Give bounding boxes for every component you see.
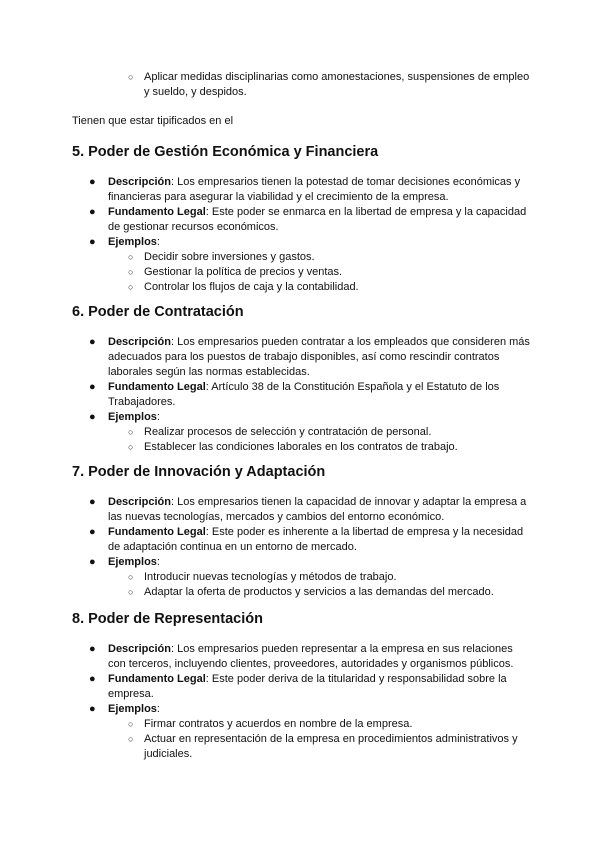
top-continuation bbox=[72, 70, 532, 100]
circle-bullet-icon: ○ bbox=[128, 719, 134, 729]
example-item: ○ Establecer las condiciones laborales en los contratos de trabajo. bbox=[128, 441, 458, 453]
example-item: ○ Realizar procesos de selección y contratación de personal. bbox=[128, 426, 432, 438]
section-heading: 6. Poder de Contratación bbox=[72, 304, 244, 320]
bullet-icon: ● bbox=[89, 496, 96, 508]
list-item-descripcion: ● Descripción: Los empresarios pueden representar a la empresa en sus relaciones con terceros, incluyendo clientes, proveedores, autoridades y organismos públicos. bbox=[89, 643, 514, 670]
section-6 bbox=[72, 303, 532, 455]
list-item-fundamento: ● Fundamento Legal: Este poder se enmarca en la libertad de empresa y la capacidad de gestionar recursos económicos. bbox=[89, 206, 527, 233]
example-item: ○ Decidir sobre inversiones y gastos. bbox=[128, 251, 315, 263]
list-item-descripcion: ● Descripción: Los empresarios pueden contratar a los empleados que consideren más adecuados para los puestos de trabajo disponibles, así como rescindir contratos laborales según las normas establecidas. bbox=[89, 336, 530, 378]
bullet-icon: ● bbox=[89, 411, 96, 423]
list-item-fundamento: ● Fundamento Legal: Artículo 38 de la Constitución Española y el Estatuto de los Trabajadores. bbox=[89, 381, 500, 408]
circle-bullet-icon: ○ bbox=[128, 572, 134, 582]
circle-bullet-icon: ○ bbox=[128, 442, 134, 452]
list-item-descripcion: ● Descripción: Los empresarios tienen la capacidad de innovar y adaptar la empresa a las nuevas tecnologías, mercados y cambios del entorno económico. bbox=[89, 496, 527, 523]
circle-bullet-icon: ○ bbox=[128, 734, 134, 744]
bullet-icon: ● bbox=[89, 206, 96, 218]
bullet-icon: ● bbox=[89, 526, 96, 538]
bullet-icon: ● bbox=[89, 643, 96, 655]
section-heading: 8. Poder de Representación bbox=[72, 611, 263, 627]
example-item: ○ Firmar contratos y acuerdos en nombre de la empresa. bbox=[128, 718, 413, 730]
section-heading: 7. Poder de Innovación y Adaptación bbox=[72, 464, 326, 480]
bullet-icon: ● bbox=[89, 176, 96, 188]
circle-bullet-icon: ○ bbox=[128, 267, 134, 277]
paragraph-tipificados: Tienen que estar tipificados en el bbox=[72, 115, 234, 127]
example-item: ○ Introducir nuevas tecnologías y métodos de trabajo. bbox=[128, 571, 397, 583]
section-7 bbox=[72, 463, 532, 600]
circle-bullet-icon: ○ bbox=[128, 72, 134, 82]
list-item-descripcion: ● Descripción: Los empresarios tienen la potestad de tomar decisiones económicas y financieras para asegurar la viabilidad y el crecimiento de la empresa. bbox=[89, 176, 521, 203]
bullet-icon: ● bbox=[89, 673, 96, 685]
bullet-icon: ● bbox=[89, 381, 96, 393]
list-item-ejemplos: ● Ejemplos: bbox=[89, 703, 160, 715]
list-item-fundamento: ● Fundamento Legal: Este poder deriva de la titularidad y responsabilidad sobre la empresa. bbox=[89, 673, 507, 700]
example-item: ○ Adaptar la oferta de productos y servicios a las demandas del mercado. bbox=[128, 586, 494, 598]
list-item-ejemplos: ● Ejemplos: bbox=[89, 556, 160, 568]
bullet-icon: ● bbox=[89, 236, 96, 248]
circle-bullet-icon: ○ bbox=[128, 252, 134, 262]
section-8 bbox=[72, 610, 532, 762]
bullet-icon: ● bbox=[89, 703, 96, 715]
section-5 bbox=[72, 143, 532, 295]
section-heading: 5. Poder de Gestión Económica y Financiera bbox=[72, 144, 379, 160]
bullet-icon: ● bbox=[89, 336, 96, 348]
example-item: ○ Actuar en representación de la empresa en procedimientos administrativos y judiciales. bbox=[128, 733, 518, 760]
list-item: ○ Aplicar medidas disciplinarias como amonestaciones, suspensiones de empleo y sueldo, y despidos. bbox=[128, 71, 530, 98]
list-item-ejemplos: ● Ejemplos: bbox=[89, 411, 160, 423]
example-item: ○ Gestionar la política de precios y ventas. bbox=[128, 266, 343, 278]
bullet-icon: ● bbox=[89, 556, 96, 568]
circle-bullet-icon: ○ bbox=[128, 587, 134, 597]
list-item-ejemplos: ● Ejemplos: bbox=[89, 236, 160, 248]
list-item-fundamento: ● Fundamento Legal: Este poder es inherente a la libertad de empresa y la necesidad de adaptación continua en un entorno de mercado. bbox=[89, 526, 524, 553]
example-item: ○ Controlar los flujos de caja y la contabilidad. bbox=[128, 281, 359, 293]
circle-bullet-icon: ○ bbox=[128, 427, 134, 437]
circle-bullet-icon: ○ bbox=[128, 282, 134, 292]
